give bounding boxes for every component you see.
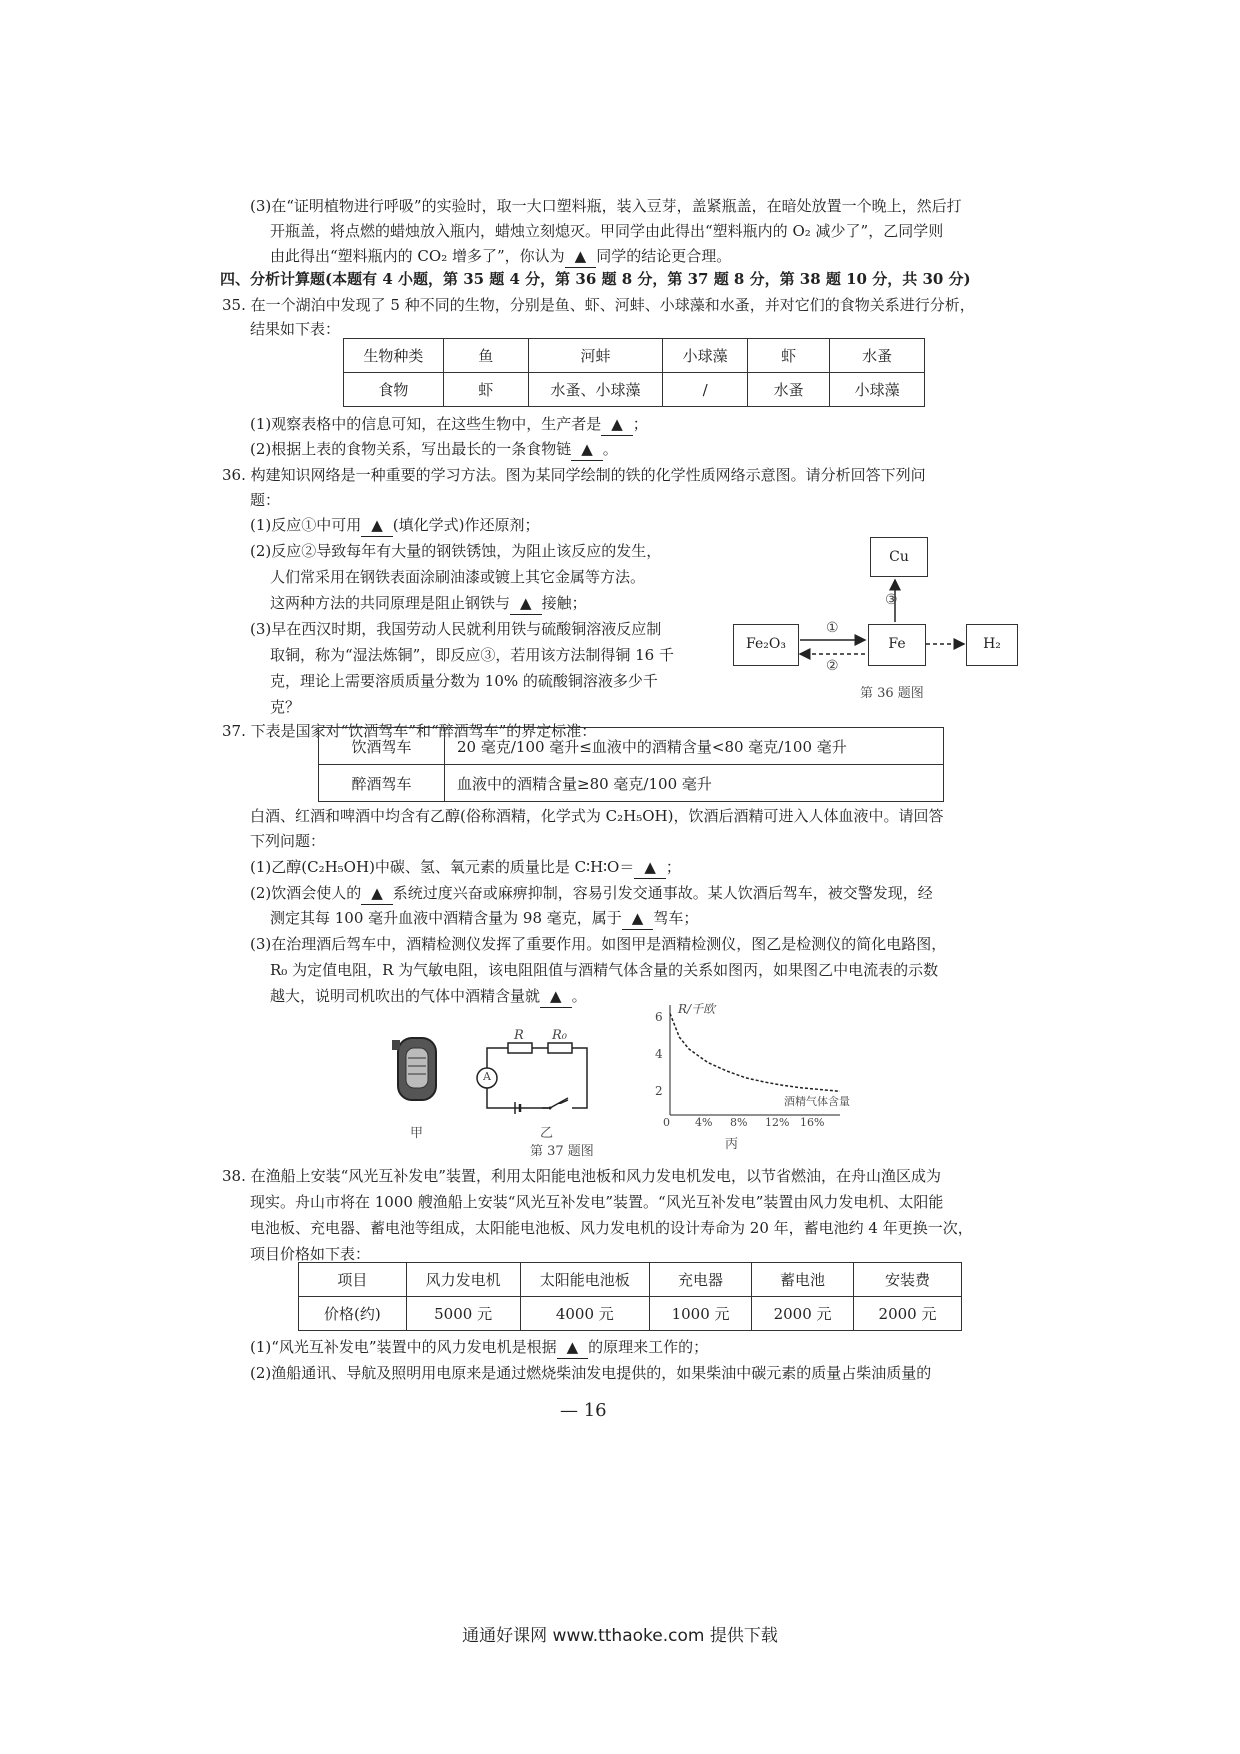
table-row [319, 765, 944, 802]
answer-blank-marker: ▲ [557, 1336, 589, 1359]
q34-part3-line3 [270, 245, 731, 268]
q37-sub2-text: (2)饮酒会使人的 [250, 884, 362, 902]
table-cell: 血液中的酒精含量≥80 毫克/100 毫升 [445, 765, 944, 802]
footer-download-notice: 通通好课网 www.tthaoke.com 提供下载 [462, 1626, 778, 1646]
q38-sub1-end: 的原理来工作的； [588, 1338, 709, 1356]
resistance-vs-alcohol-chart [640, 990, 870, 1150]
q34-part3-line3-text: 由此得出“塑料瓶内的 CO₂ 增多了”，你认为 [270, 247, 565, 265]
q36-sub2-line3-text: 这两种方法的共同原理是阻止钢铁与 [270, 594, 511, 612]
q37-sub3-line3-text: 越大，说明司机吹出的气体中酒精含量就 [270, 987, 541, 1005]
q38-sub1-text: (1)“风光互补发电”装置中的风力发电机是根据 [250, 1338, 557, 1356]
table-cell: 价格(约) [299, 1297, 407, 1331]
gas-sensor-resistor [508, 1043, 532, 1053]
answer-blank-marker: ▲ [571, 438, 603, 461]
table-cell: 虾 [443, 373, 528, 407]
reaction-3-label: ③ [885, 592, 898, 608]
x-tick-label: 16% [800, 1116, 825, 1129]
q38-line1: 38. 在渔船上安装“风光互补发电”装置，利用太阳能电池板和风力发电机发电，以节省燃油，在舟山渔区成为 [222, 1167, 941, 1185]
q38-line3: 电池板、充电器、蓄电池等组成，太阳能电池板、风力发电机的设计寿命为 20 年，蓄电池约 4 年更换一次， [250, 1219, 973, 1237]
fixed-resistor [548, 1043, 572, 1053]
q37-sub3-line1: (3)在治理酒后驾车中，酒精检测仪发挥了重要作用。如图甲是酒精检测仪，图乙是检测仪的简化电路图， [250, 935, 947, 953]
q37-paragraph-line1: 白酒、红酒和啤酒中均含有乙醇(俗称酒精，化学式为 C₂H₅OH)，饮酒后酒精可进入人体血液中。请回答 [250, 807, 944, 825]
q37-sub3-line3-end: 。 [571, 987, 587, 1005]
q37-sub1-end: ； [665, 858, 681, 876]
x-tick-label: 4% [695, 1116, 713, 1129]
q38-price-table [298, 1262, 962, 1331]
q35-sub2 [250, 438, 618, 461]
q35-sub1-text: (1)观察表格中的信息可知，在这些生物中，生产者是 [250, 415, 602, 433]
answer-blank-marker: ▲ [622, 907, 654, 930]
answer-blank-marker: ▲ [601, 413, 633, 436]
ammeter-label: A [483, 1070, 491, 1083]
table-row [344, 339, 925, 373]
table-cell: 水蚤 [748, 373, 830, 407]
q37-sub2-line2 [270, 907, 698, 930]
table-cell: 食物 [344, 373, 444, 407]
table-cell: 水蚤、小球藻 [528, 373, 662, 407]
table-cell: 项目 [299, 1263, 407, 1297]
q38-sub1 [250, 1336, 708, 1359]
table-cell: 充电器 [650, 1263, 752, 1297]
q36-stem-line1: 36. 构建知识网络是一种重要的学习方法。图为某同学绘制的铁的化学性质网络示意图。请分析回答下列问 [222, 466, 926, 484]
figure-label-yi: 乙 [540, 1126, 554, 1141]
chart-y-axis-label: R/千欧 [678, 1002, 716, 1016]
q35-sub1-end: ； [632, 415, 648, 433]
table-cell: 5000 元 [406, 1297, 520, 1331]
answer-blank-marker: ▲ [540, 985, 572, 1008]
q38-line2: 现实。舟山市将在 1000 艘渔船上安装“风光互补发电”装置。“风光互补发电”装置由风力发电机、太阳能 [250, 1193, 944, 1211]
q37-sub3-line2: R₀ 为定值电阻，R 为气敏电阻，该电阻阻值与酒精气体含量的关系如图丙，如果图乙中电流表的示数 [270, 961, 939, 979]
x-tick-label: 8% [730, 1116, 748, 1129]
q37-sub2-text-cont: 系统过度兴奋或麻痹抑制，容易引发交通事故。某人饮酒后驾车，被交警发现，经 [392, 884, 933, 902]
table-cell: 20 毫克/100 毫升≤血液中的酒精含量<80 毫克/100 毫升 [445, 728, 944, 765]
y-tick-label: 4 [655, 1047, 663, 1061]
q37-sub2-line1 [250, 882, 933, 905]
q37-stem: 37. 下表是国家对“饮酒驾车”和“醉酒驾车”的界定标准： [222, 722, 597, 740]
reaction-2-label: ② [826, 658, 839, 674]
q36-sub3-line2: 取铜，称为“湿法炼铜”，即反应③，若用该方法制得铜 16 千 [270, 646, 674, 664]
q36-sub2-line1: (2)反应②导致每年有大量的钢铁锈蚀，为阻止该反应的发生， [250, 542, 662, 560]
table-cell: 1000 元 [650, 1297, 752, 1331]
q34-part3-line3-end: 同学的结论更合理。 [596, 247, 732, 265]
q37-figure-caption: 第 37 题图 [530, 1144, 594, 1159]
q38-sub2: (2)渔船通讯、导航及照明用电原来是通过燃烧柴油发电提供的，如果柴油中碳元素的质量占柴油质量的 [250, 1364, 932, 1382]
chart-x-axis-label: 酒精气体含量 [784, 1095, 850, 1108]
q37-sub3-line3 [270, 985, 587, 1008]
circuit-diagram [470, 1030, 620, 1120]
figure-label-bing: 丙 [725, 1137, 739, 1152]
y-tick-label: 2 [655, 1084, 663, 1098]
table-cell: 水蚤 [830, 339, 925, 373]
resistance-curve [670, 1014, 840, 1092]
answer-blank-marker: ▲ [634, 856, 666, 879]
table-row [319, 728, 944, 765]
page-number: — 16 [560, 1400, 607, 1421]
table-cell: 蓄电池 [752, 1263, 854, 1297]
cu-box: Cu [870, 537, 928, 577]
table-cell: 2000 元 [854, 1297, 962, 1331]
answer-blank-marker: ▲ [510, 592, 542, 615]
reaction-1-label: ① [826, 620, 839, 636]
table-row [299, 1263, 962, 1297]
breathalyzer-image [390, 1028, 450, 1118]
answer-blank-marker: ▲ [361, 514, 393, 537]
table-cell: 醉酒驾车 [319, 765, 445, 802]
table-row [344, 373, 925, 407]
table-row [299, 1297, 962, 1331]
q36-stem-line2: 题： [250, 491, 281, 509]
q36-sub3-line3: 克，理论上需要溶质质量分数为 10% 的硫酸铜溶液多少千 [270, 672, 658, 690]
table-cell: 太阳能电池板 [520, 1263, 650, 1297]
resistor-r-label: R [514, 1028, 524, 1043]
table-cell: / [663, 373, 748, 407]
table-cell: 2000 元 [752, 1297, 854, 1331]
y-tick-label: 6 [655, 1010, 663, 1024]
q35-food-table [343, 338, 925, 407]
x-tick-label: 0 [663, 1116, 670, 1129]
table-cell: 4000 元 [520, 1297, 650, 1331]
q35-stem-line2: 结果如下表： [250, 320, 341, 338]
q37-sub1 [250, 856, 681, 879]
q35-sub2-end: 。 [602, 440, 618, 458]
q37-sub2-line2-end: 驾车； [653, 909, 699, 927]
q36-sub3-line4: 克？ [270, 698, 301, 716]
fe-box: Fe [868, 624, 926, 666]
table-cell: 饮酒驾车 [319, 728, 445, 765]
q35-sub2-text: (2)根据上表的食物关系，写出最长的一条食物链 [250, 440, 572, 458]
figure-label-jia: 甲 [410, 1126, 424, 1141]
table-cell: 安装费 [854, 1263, 962, 1297]
q36-sub1 [250, 514, 540, 537]
q37-drunk-driving-table [318, 727, 944, 802]
table-cell: 河蚌 [528, 339, 662, 373]
q34-part3-line2: 开瓶盖，将点燃的蜡烛放入瓶内，蜡烛立刻熄灭。甲同学由此得出“塑料瓶内的 O₂ 减少了”，乙同学则 [270, 222, 944, 240]
fe2o3-box: Fe₂O₃ [733, 624, 799, 666]
q37-paragraph-line2: 下列问题： [250, 832, 326, 850]
table-cell: 生物种类 [344, 339, 444, 373]
q36-sub1-text: (1)反应①中可用 [250, 516, 362, 534]
table-cell: 小球藻 [830, 373, 925, 407]
table-cell: 鱼 [443, 339, 528, 373]
q36-sub1-end: (填化学式)作还原剂； [392, 516, 540, 534]
table-cell: 小球藻 [663, 339, 748, 373]
q36-sub2-line3 [270, 592, 587, 615]
answer-blank-marker: ▲ [361, 882, 393, 905]
q34-part3-line1: (3)在“证明植物进行呼吸”的实验时，取一大口塑料瓶，装入豆芽，盖紧瓶盖，在暗处放置一个晚上，然后打 [250, 197, 962, 215]
q36-sub2-line3-end: 接触； [541, 594, 587, 612]
q36-sub3-line1: (3)早在西汉时期，我国劳动人民就利用铁与硫酸铜溶液反应制 [250, 620, 662, 638]
q36-figure-caption: 第 36 题图 [860, 686, 924, 701]
q36-sub2-line2: 人们常采用在钢铁表面涂刷油漆或镀上其它金属等方法。 [270, 568, 646, 586]
resistor-r0-label: R₀ [552, 1028, 567, 1043]
table-cell: 风力发电机 [406, 1263, 520, 1297]
q38-line4: 项目价格如下表： [250, 1245, 371, 1263]
answer-blank-marker: ▲ [565, 245, 597, 268]
q35-sub1 [250, 413, 648, 436]
q37-sub1-text: (1)乙醇(C₂H₅OH)中碳、氢、氧元素的质量比是 C∶H∶O＝ [250, 858, 635, 876]
section-title: 四、分析计算题(本题有 4 小题，第 35 题 4 分，第 36 题 8 分，第 37 题 8 分，第 38 题 10 分，共 30 分) [220, 270, 971, 288]
x-tick-label: 12% [765, 1116, 790, 1129]
q37-sub2-line2-text: 测定其每 100 毫升血液中酒精含量为 98 毫克，属于 [270, 909, 622, 927]
h2-box: H₂ [966, 624, 1018, 666]
q36-diagram-arrows [700, 530, 1040, 680]
table-cell: 虾 [748, 339, 830, 373]
q35-stem-line1: 35. 在一个湖泊中发现了 5 种不同的生物，分别是鱼、虾、河蚌、小球藻和水蚤，并对它们的食物关系进行分析， [222, 296, 975, 314]
